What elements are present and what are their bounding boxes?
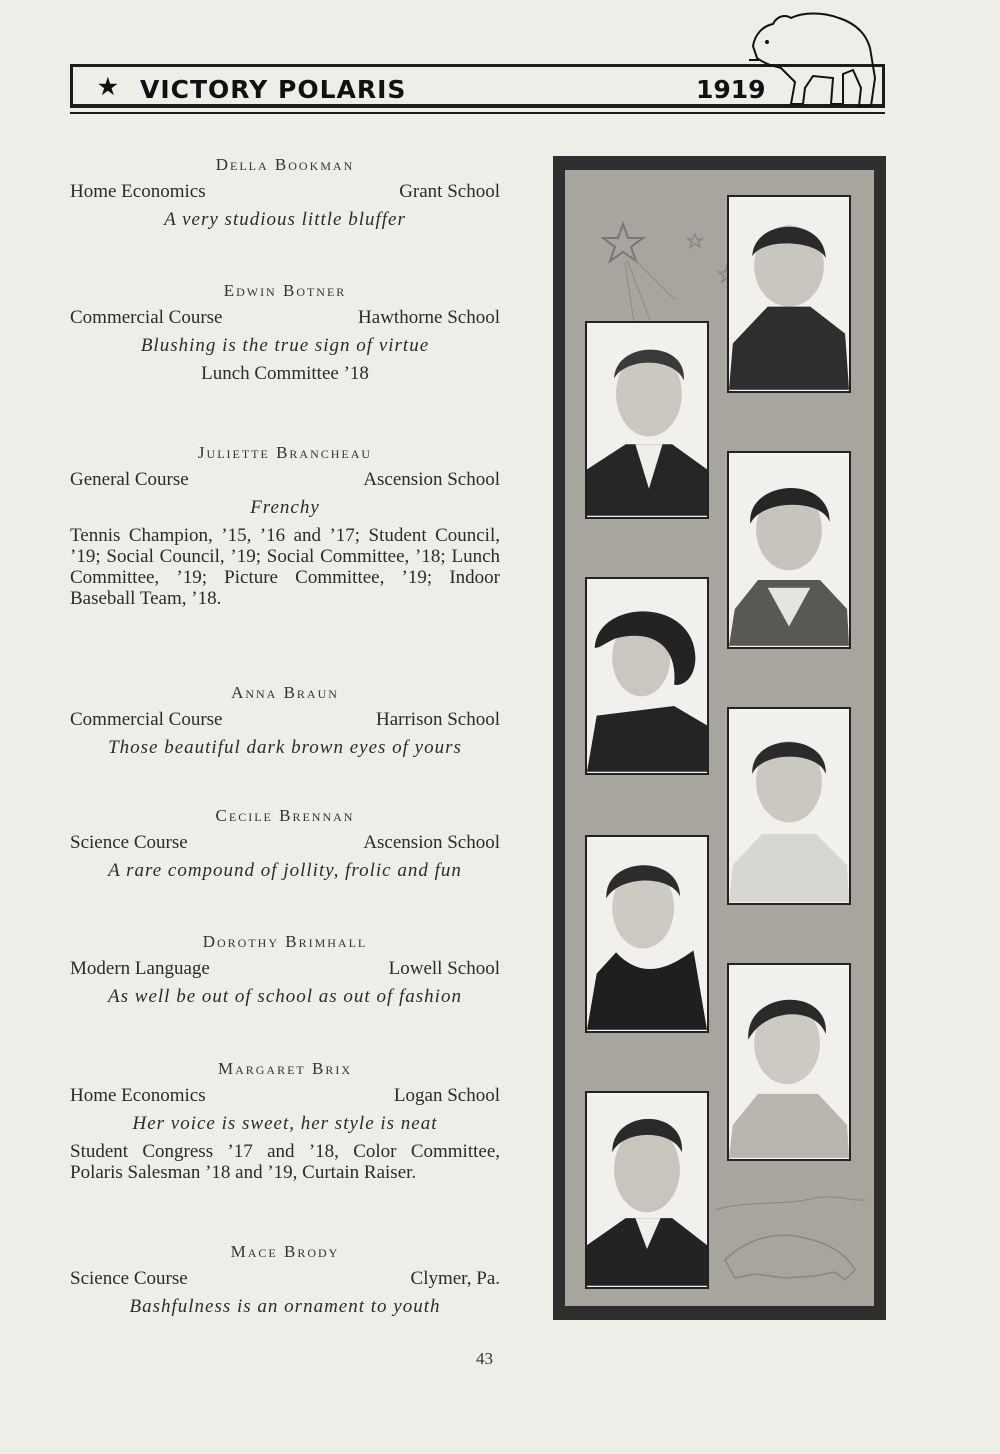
school: Ascension School <box>363 469 500 490</box>
page-header <box>70 60 885 120</box>
entry-dorothy-brimhall <box>70 932 500 1008</box>
entry-cecile-brennan <box>70 806 500 882</box>
portrait-image <box>587 1093 707 1287</box>
header-bottom-rule-thin <box>70 112 885 114</box>
student-name: Juliette Brancheau <box>197 443 373 462</box>
course: Home Economics <box>70 1085 206 1106</box>
entry-anna-braun <box>70 683 500 759</box>
portrait-image <box>587 837 707 1031</box>
student-name: Anna Braun <box>231 683 339 702</box>
motto: Those beautiful dark brown eyes of yours <box>108 737 462 758</box>
publication-year: 1919 <box>696 75 766 104</box>
portrait-image <box>729 453 849 647</box>
motto: Her voice is sweet, her style is neat <box>132 1113 438 1134</box>
portrait-mace-brody <box>585 1091 709 1289</box>
portrait-panel-background <box>565 170 874 1306</box>
motto: Blushing is the true sign of virtue <box>140 335 430 356</box>
motto: As well be out of school as out of fashion <box>108 986 462 1007</box>
student-name: Margaret Brix <box>217 1059 353 1078</box>
polar-bear-icon <box>743 8 883 112</box>
course: Modern Language <box>70 958 210 979</box>
polar-bear-icon <box>715 1180 865 1290</box>
portrait-cecile-brennan <box>727 707 851 905</box>
course: General Course <box>70 469 189 490</box>
motto: Bashfulness is an ornament to youth <box>129 1296 441 1317</box>
star-icon: ★ <box>98 74 118 99</box>
publication-title: VICTORY POLARIS <box>140 75 407 104</box>
course: Science Course <box>70 832 188 853</box>
motto: A very studious little bluffer <box>164 209 406 230</box>
entry-juliette-brancheau <box>70 443 500 609</box>
portrait-dorothy-brimhall <box>585 835 709 1033</box>
student-name: Mace Brody <box>230 1242 340 1261</box>
activities: Student Congress ’17 and ’18, Color Committee, Polaris Salesman ’18 and ’19, Curtain Raiser. <box>70 1141 500 1183</box>
portrait-della-bookman <box>727 195 851 393</box>
school: Hawthorne School <box>358 307 500 328</box>
course: Science Course <box>70 1268 188 1289</box>
page-number: 43 <box>476 1349 493 1368</box>
course: Commercial Course <box>70 307 223 328</box>
portrait-margaret-brix <box>727 963 851 1161</box>
portrait-image <box>729 965 849 1159</box>
header-left-bar <box>70 64 73 108</box>
student-name: Dorothy Brimhall <box>202 932 368 951</box>
course: Commercial Course <box>70 709 223 730</box>
student-name: Cecile Brennan <box>215 806 355 825</box>
school: Grant School <box>399 181 500 202</box>
portrait-image <box>729 197 849 391</box>
student-name: Edwin Botner <box>223 281 347 300</box>
portrait-edwin-botner <box>585 321 709 519</box>
portrait-image <box>729 709 849 903</box>
entry-edwin-botner <box>70 281 500 385</box>
school: Ascension School <box>363 832 500 853</box>
activities: Tennis Champion, ’15, ’16 and ’17; Student Council, ’19; Social Council, ’19; Social Committee, ’18; Lunch Committee, ’19; Picture Committee, ’19; Indoor Baseball Team, ’18. <box>70 525 500 609</box>
school: Lowell School <box>388 958 500 979</box>
entry-della-bookman <box>70 155 500 231</box>
motto: Frenchy <box>250 497 320 518</box>
entry-margaret-brix <box>70 1059 500 1183</box>
student-name: Della Bookman <box>215 155 355 174</box>
portrait-image <box>587 579 707 773</box>
school: Logan School <box>393 1085 500 1106</box>
entry-mace-brody <box>70 1242 500 1318</box>
school: Clymer, Pa. <box>410 1268 500 1289</box>
portrait-anna-braun <box>585 577 709 775</box>
school: Harrison School <box>375 709 500 730</box>
activities: Lunch Committee ’18 <box>201 363 369 384</box>
portrait-panel <box>553 156 886 1320</box>
motto: A rare compound of jollity, frolic and fun <box>108 860 462 881</box>
portrait-juliette-brancheau <box>727 451 851 649</box>
portrait-image <box>587 323 707 517</box>
course: Home Economics <box>70 181 206 202</box>
